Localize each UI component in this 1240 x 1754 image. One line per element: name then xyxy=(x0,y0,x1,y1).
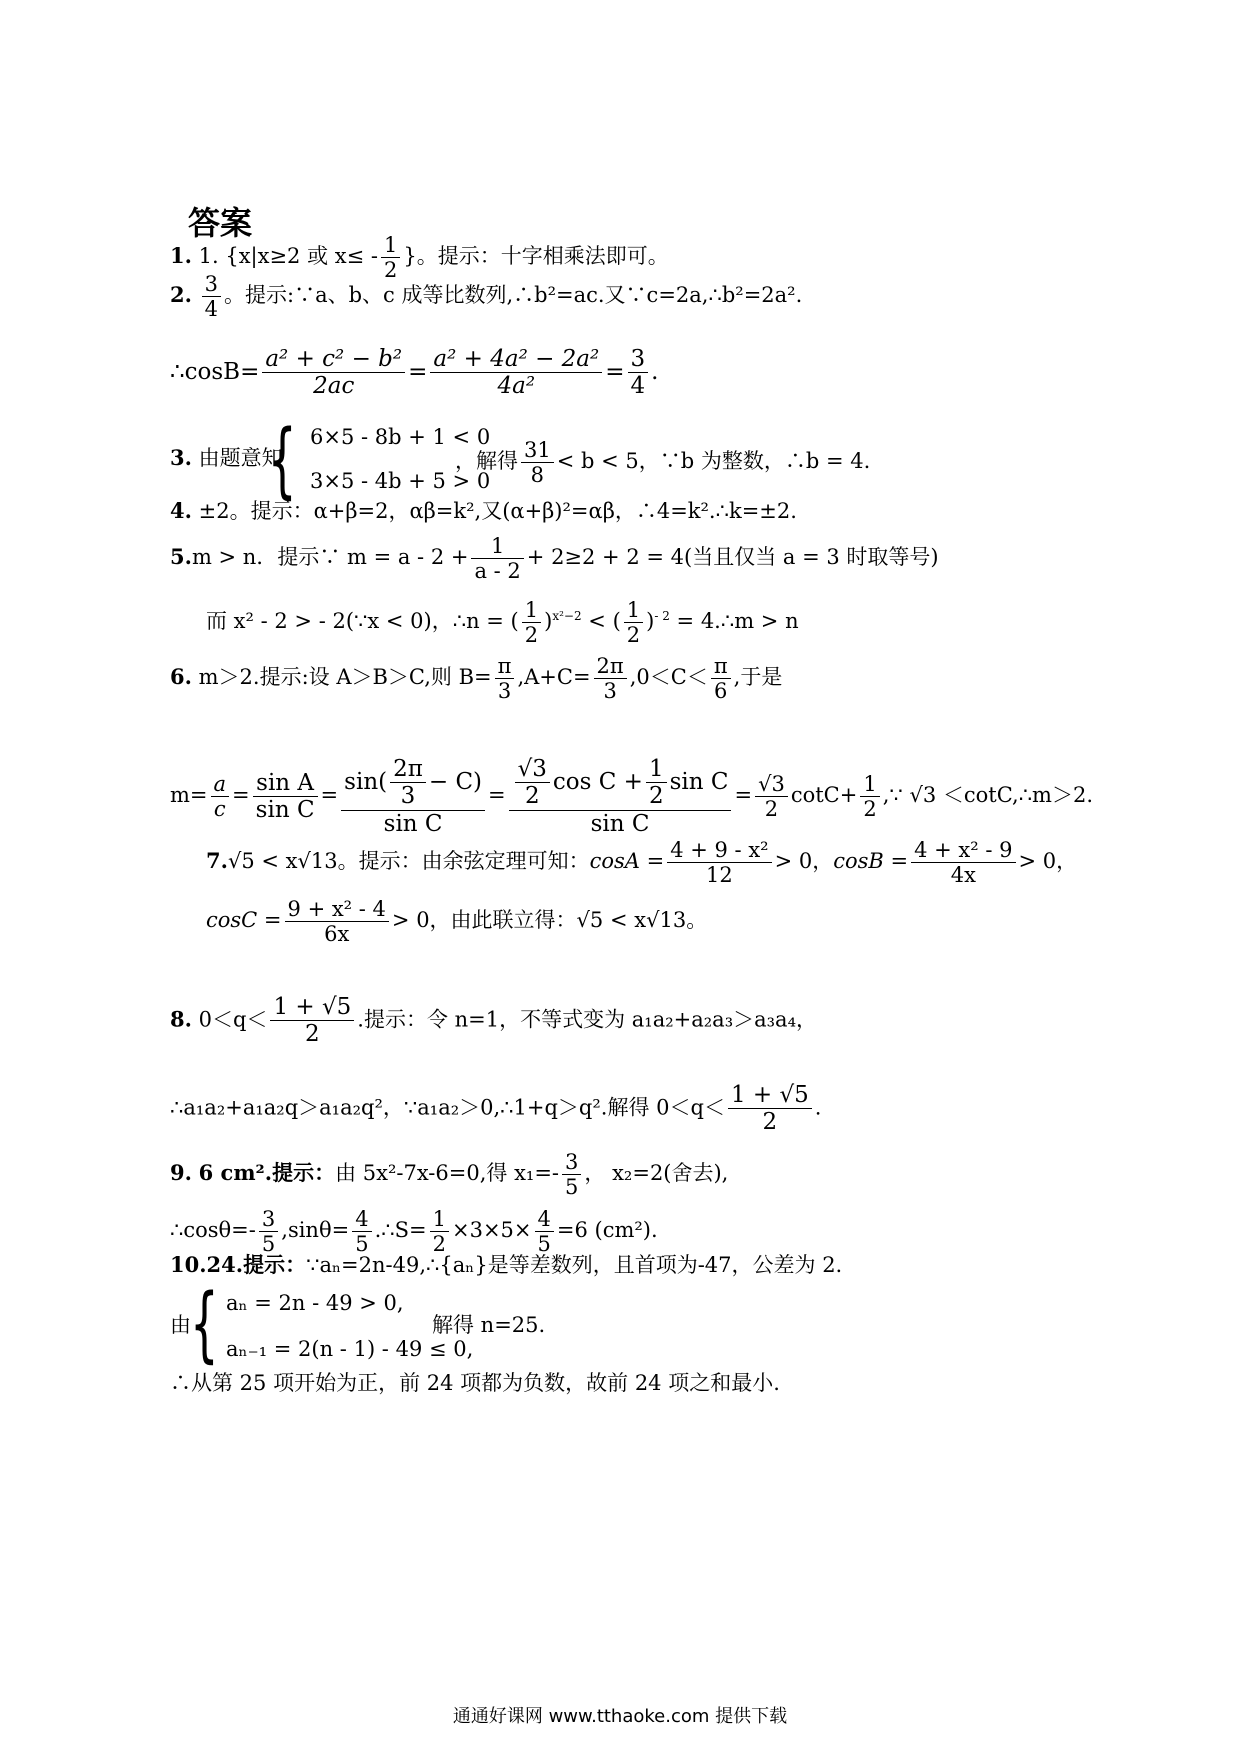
footer: 通通好课网 www.tthaoke.com 提供下载 xyxy=(452,1706,788,1727)
q7-frac-c: $\frac{\text{9 + x² - 4}}{6x}$ xyxy=(285,897,389,946)
q3-lead: 由题意知 xyxy=(198,446,283,470)
q3-ineq-1: 6×5 - 8b + 1 < 0 xyxy=(310,425,491,449)
q10-ineq-2: aₙ₋₁ = 2(n - 1) - 49 ≤ 0, xyxy=(226,1337,474,1361)
q1-num: 1. xyxy=(170,243,192,269)
q6-frac-1: $\frac{\pi}{3}$ xyxy=(495,654,515,703)
q7-num: 7. xyxy=(206,848,228,874)
q5-fraction: $\frac{1}{a - 2}$ xyxy=(471,534,523,583)
page-title: 答案 xyxy=(188,204,253,242)
q4-num: 4. xyxy=(170,498,192,523)
q6-inner-half: $\frac{1}{2}$ xyxy=(646,756,667,810)
q6-frac-sin: $\frac{\text{sin A}}{\text{sin C}}$ xyxy=(253,770,318,824)
q2-text: 。提示:∵a、b、c 成等比数列,∴b²=ac.又∵c=2a,∴b²=2a². xyxy=(224,283,803,308)
answer-7-line2: cosC = $\frac{\text{9 + x² - 4}}{6x}$ > 0，由此联立得：√5 < x√13。 xyxy=(206,897,708,947)
answer-2 xyxy=(170,272,802,321)
q2-frac-1: $\frac{\text{a² + c² − b²}}{2ac}$ xyxy=(262,346,405,400)
q6-frac-big1: sin( $\frac{2\pi}{3}$ − C) sin C xyxy=(341,756,485,837)
q9-frac-1: $\frac{3}{5}$ xyxy=(259,1207,278,1256)
q4-text: ±2。提示：α+β=2，αβ=k²,又(α+β)²=αβ，∴4=k².∴k=±2. xyxy=(198,499,797,523)
answer-5-line2: 而 x² - 2 > - 2(∵x < 0)，∴n = ( $\frac{1}{2}$ )$^{x^2-2}$ < ( $\frac{1}{2}$ )$^{- 2}$ = 4.∴m > n xyxy=(206,598,799,648)
q1-post: }。提示：十字相乘法即可。 xyxy=(403,244,669,269)
q6-frac-2: $\frac{2\pi}{3}$ xyxy=(594,654,627,703)
q1-pre: 1. {x|x≥2 或 x≤ - xyxy=(198,244,378,269)
q10-ineq-1: aₙ = 2n - 49 > 0, xyxy=(226,1291,404,1315)
q6-inner-frac: $\frac{2\pi}{3}$ xyxy=(390,756,426,810)
q2-frac-3: $\frac{3}{4}$ xyxy=(628,346,649,400)
answer-8-line2: ∴a₁a₂+a₁a₂q＞a₁a₂q²，∵a₁a₂＞0,∴1+q＞q².解得 0＜q＜ $\frac{1 + √5}{2}$ . xyxy=(170,1082,822,1136)
q9-frac-4: $\frac{4}{5}$ xyxy=(535,1207,554,1256)
q6-frac-big2: $\frac{√3}{2}$ cos C + $\frac{1}{2}$ sin C sin C xyxy=(509,756,732,837)
q10-conclusion: ∴从第 25 项开始为正，前 24 项都为负数，故前 24 项之和最小. xyxy=(170,1371,780,1395)
answer-5: 5.m > n．提示∵ m = a - 2 + $\frac{1}{a - 2}$ + 2≥2 + 2 = 4(当且仅当 a = 3 时取等号) xyxy=(170,534,939,584)
q2-fraction: $\frac{3}{4}$ xyxy=(202,272,221,321)
q3-brace: { xyxy=(268,413,297,508)
answer-4 xyxy=(170,498,797,524)
answer-10: 10.24.提示：∵aₙ=2n-49,∴{aₙ}是等差数列，且首项为-47，公差为 2. xyxy=(170,1252,843,1277)
answer-2-cos xyxy=(170,346,658,400)
q10-solve: 解得 n=25. xyxy=(432,1313,546,1337)
q9-frac-2: $\frac{4}{5}$ xyxy=(352,1207,371,1256)
q5-frac-b: $\frac{1}{2}$ xyxy=(624,598,643,647)
q2-cos-label: ∴cosB= xyxy=(170,358,260,385)
q8-num: 8. xyxy=(170,1006,192,1032)
q6-frac-3: $\frac{\pi}{6}$ xyxy=(711,654,731,703)
q2-frac-2: $\frac{\text{a² + 4a² − 2a²}}{\text{4a²}}$ xyxy=(430,346,602,400)
q8-fraction-2: $\frac{1 + √5}{2}$ xyxy=(728,1082,812,1136)
answer-9-line2: ∴cosθ=- $\frac{3}{5}$ ,sinθ= $\frac{4}{5}$ .∴S= $\frac{1}{2}$ ×3×5× $\frac{4}{5}$ =6 (cm²). xyxy=(170,1207,658,1257)
q6-frac-r: $\frac{√3}{2}$ xyxy=(755,772,788,821)
answer-9: 9. 6 cm².提示：由 5x²-7x-6=0,得 x₁=- $\frac{3}{5}$ ， x₂=2(舍去), xyxy=(170,1150,729,1200)
q10-num: 10.24.提示： xyxy=(170,1252,307,1277)
q10-by: 由 xyxy=(170,1313,191,1337)
q7-frac-a: $\frac{\text{4 + 9 - x²}}{12}$ xyxy=(667,838,771,887)
q3-num: 3. xyxy=(170,445,192,470)
q9-fraction: $\frac{3}{5}$ xyxy=(562,1150,581,1199)
q2-num: 2. xyxy=(170,282,192,308)
q9-frac-3: $\frac{1}{2}$ xyxy=(430,1207,449,1256)
answer-6: 6. m＞2.提示:设 A＞B＞C,则 B= $\frac{\pi}{3}$ ,A+C= $\frac{2\pi}{3}$ ,0＜C＜ $\frac{\pi}{6}$ ,于是 xyxy=(170,654,783,704)
answer-8: 8. 0＜q＜ $\frac{1 + √5}{2}$ .提示：令 n=1，不等式变为 a₁a₂+a₂a₃＞a₃a₄， xyxy=(170,994,817,1048)
q6-frac-ac: $\frac{a}{c}$ xyxy=(211,772,230,821)
q3-ineq-2: 3×5 - 4b + 5 > 0 xyxy=(310,469,491,493)
q6-frac-r2: $\frac{1}{2}$ xyxy=(860,772,879,821)
q3-solve: ，解得 $\frac{31}{8}$ < b < 5，∵b 为整数，∴b = 4. xyxy=(455,438,871,488)
q5-frac-a: $\frac{1}{2}$ xyxy=(522,598,541,647)
answer-6-line2: m= $\frac{a}{c}$ = $\frac{\text{sin A}}{\text{sin C}}$ = sin( $\frac{2\pi}{3}$ − C) sin C = $\frac{√3}{2}$ cos C + $\frac{1}{2}$ sin C sin C = $\frac{√3}{2}$ cotC+ $\frac{1}{2}$ ,∵ √3 ＜cotC,∴m＞2. xyxy=(170,756,1094,837)
q6-num: 6. xyxy=(170,664,192,690)
q10-brace: { xyxy=(190,1277,219,1372)
q2-eq: = xyxy=(408,358,428,385)
q6-inner-sqrt3: $\frac{√3}{2}$ xyxy=(515,756,550,810)
answer-7: 7.√5 < x√13。提示：由余弦定理可知：cosA = $\frac{\text{4 + 9 - x²}}{12}$ > 0，cosB = $\frac{\text{4 + x² - 9}}{4x}$ > 0， xyxy=(206,838,1078,888)
q8-fraction: $\frac{1 + √5}{2}$ xyxy=(270,994,354,1048)
q2-end: . xyxy=(651,358,659,385)
q5-num: 5. xyxy=(170,544,192,570)
q9-num: 9. xyxy=(170,1160,192,1186)
answer-3 xyxy=(170,445,283,471)
q7-frac-b: $\frac{\text{4 + x² - 9}}{4x}$ xyxy=(911,838,1015,887)
q2-eq2: = xyxy=(605,358,625,385)
q3-fraction: $\frac{31}{8}$ xyxy=(521,438,554,487)
q1-fraction: $\frac{1}{2}$ xyxy=(381,233,400,282)
